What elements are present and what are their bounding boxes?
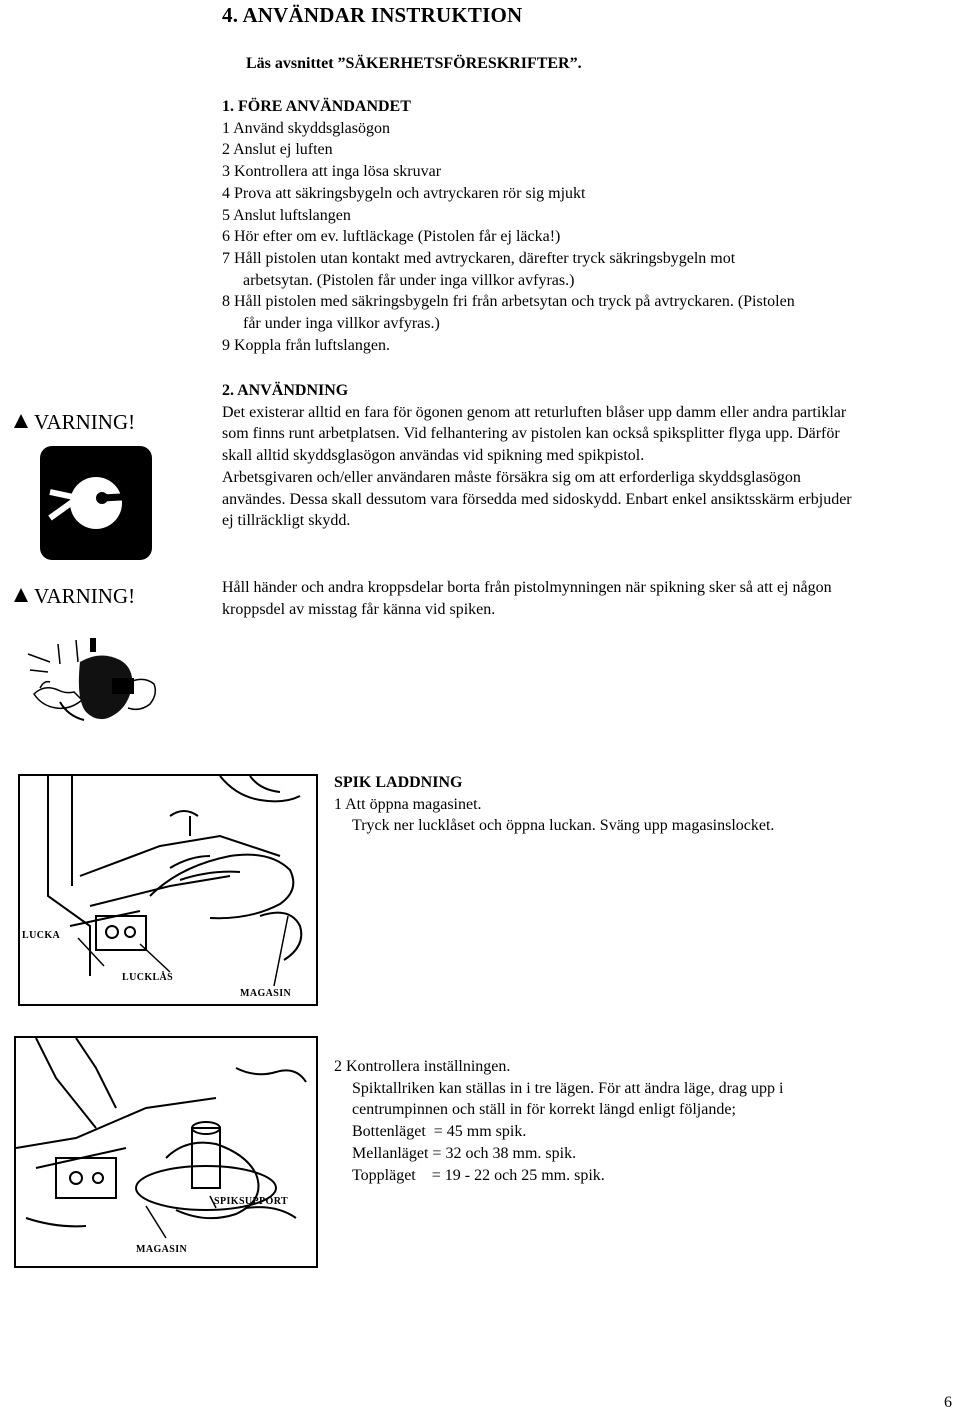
paragraph-line: Arbetsgivaren och/eller användaren måste försäkra sig om att erforderliga skyddsglasögon <box>222 468 801 486</box>
setting-middle: Mellanläget = 32 och 38 mm. spik. <box>352 1144 577 1162</box>
paragraph-line: Håll händer och andra kroppsdelar borta från pistolmynningen när spikning sker så att ej någon <box>222 579 832 596</box>
figure-label: LUCKA <box>22 930 61 941</box>
list-item: 9 Koppla från luftslangen. <box>222 336 390 354</box>
magazine-opening-illustration <box>18 774 318 1006</box>
list-item: 2 Anslut ej luften <box>222 141 333 159</box>
list-item: 8 Håll pistolen med säkringsbygeln fri från arbetsytan och tryck på avtryckaren. (Pistolen <box>222 293 795 311</box>
spik-heading: SPIK LADDNING <box>334 774 463 791</box>
warning-label: VARNING! <box>14 410 135 434</box>
step-title: 1 Att öppna magasinet. <box>334 795 482 813</box>
section-subtitle: Läs avsnittet ”SÄKERHETSFÖRESKRIFTER”. <box>246 55 582 72</box>
step-detail: centrumpinnen och ställ in för korrekt längd enligt följande; <box>352 1101 736 1119</box>
list-item-continuation: får under inga villkor avfyras.) <box>243 315 440 333</box>
list-item-continuation: arbetsytan. (Pistolen får under inga villkor avfyras.) <box>243 271 575 289</box>
warning-triangle-icon <box>14 588 28 602</box>
paragraph-line: ej tillräckligt skydd. <box>222 512 351 530</box>
figure-label: LUCKLÅS <box>122 972 174 983</box>
list-item: 6 Hör efter om ev. luftläckage (Pistolen får ej läcka!) <box>222 228 561 246</box>
list-item: 4 Prova att säkringsbygeln och avtryckaren rör sig mjukt <box>222 184 586 202</box>
paragraph-line: användes. Dessa skall dessutom vara försedda med sidoskydd. Enbart enkel ansiktsskärm erbjuder <box>222 490 852 508</box>
list-item: 1 Använd skyddsglasögon <box>222 119 390 137</box>
page-number: 6 <box>944 1394 952 1411</box>
nail-plate-adjustment-illustration <box>14 1036 318 1268</box>
paragraph-line: skall alltid skyddsglasögon användas vid spikning med spikpistol. <box>222 447 645 465</box>
figure-label: MAGASIN <box>240 988 292 999</box>
warning-label: VARNING! <box>14 584 135 608</box>
step2-section <box>334 1056 783 1186</box>
anvandning-heading: 2. ANVÄNDNING <box>222 382 349 399</box>
fore-heading: 1. FÖRE ANVÄNDANDET <box>222 98 411 115</box>
hands-near-nailer-illustration <box>20 632 170 737</box>
setting-bottom: Bottenläget = 45 mm spik. <box>352 1123 527 1141</box>
step-detail: Spiktallriken kan ställas in i tre lägen. För att ändra läge, drag upp i <box>352 1079 784 1097</box>
section-title: 4. ANVÄNDAR INSTRUKTION <box>222 3 523 27</box>
warning-triangle-icon <box>14 414 28 428</box>
list-item: 3 Kontrollera att inga lösa skruvar <box>222 163 442 181</box>
figure-label: MAGASIN <box>136 1244 188 1255</box>
figure-label: SPIKSUPPORT <box>214 1196 289 1207</box>
hands-warning <box>222 577 832 620</box>
setting-top: Toppläget = 19 - 22 och 25 mm. spik. <box>352 1166 605 1184</box>
step-title: 2 Kontrollera inställningen. <box>334 1058 511 1075</box>
list-item: 7 Håll pistolen utan kontakt med avtryckaren, därefter tryck säkringsbygeln mot <box>222 249 736 267</box>
spik-section <box>334 772 774 837</box>
paragraph-line: Det existerar alltid en fara för ögonen genom att returluften blåser upp damm eller andra partiklar <box>222 403 847 421</box>
paragraph-line: kroppsdel av misstag får känna vid spiken. <box>222 600 496 618</box>
paragraph-line: som finns runt arbetplatsen. Vid felhantering av pistolen kan också spiksplitter flyga upp. Därför <box>222 425 840 443</box>
anvandning-section <box>222 380 852 532</box>
safety-glasses-icon <box>40 446 152 560</box>
list-item: 5 Anslut luftslangen <box>222 206 351 224</box>
step-detail: Tryck ner lucklåset och öppna luckan. Sväng upp magasinslocket. <box>352 817 775 835</box>
fore-section <box>222 96 795 356</box>
